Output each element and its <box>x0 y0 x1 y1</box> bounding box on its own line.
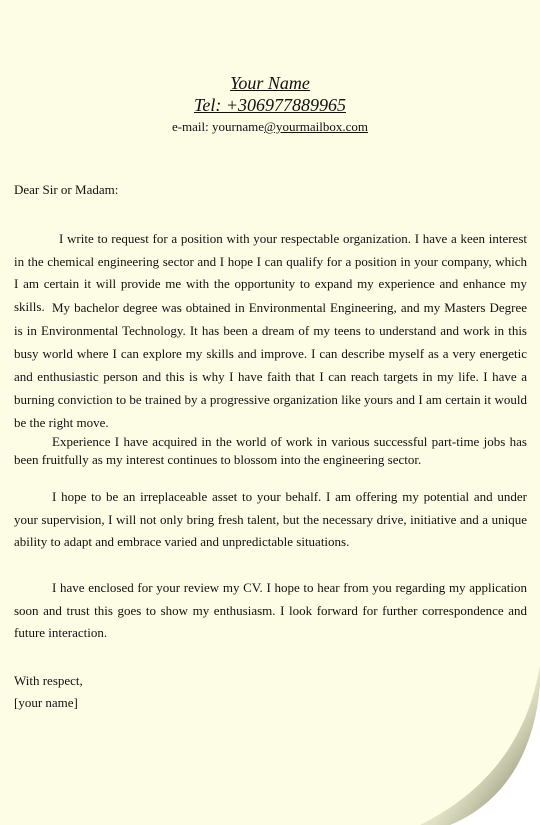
salutation: Dear Sir or Madam: <box>14 182 119 197</box>
closing-block <box>14 670 527 714</box>
letter-header <box>0 72 540 137</box>
sender-phone: Tel: +306977889965 <box>194 95 346 115</box>
email-prefix: e-mail: yourname <box>171 119 264 134</box>
paragraph-3: Experience I have acquired in the world of work in various successful part-time jobs has been fruitfully as my interest continues to blossom into the engineering sector. <box>14 434 527 467</box>
sender-name: Your Name <box>230 73 310 93</box>
paragraph-1: I write to request for a position with your respectable organization. I have a keen interest in the chemical engineering sector and I hope I can qualify for a position in your company, which I am certain it will provide me with the opportunity to expand my experience and enhance my skills. <box>14 231 527 314</box>
paragraph-4: I hope to be an irreplaceable asset to your behalf. I am offering my potential and under your supervision, I will not only bring fresh talent, but the necessary drive, initiative and a unique ability to adapt and embrace varied and unpredictable situations. <box>14 489 527 549</box>
closing-phrase: With respect, <box>14 673 83 688</box>
signature: [your name] <box>14 695 78 710</box>
paragraph-2: My bachelor degree was obtained in Environmental Engineering, and my Masters Degree is in Environmental Technology. It has been a dream of my teens to understand and work in this busy world where I can explore my skills and improve. I can describe myself as a very energetic and enthusiastic person and this is why I have faith that I can reach targets in my life. I have a burning conviction to be trained by a progressive organization like yours and I am certain it would be the right move. <box>14 300 527 430</box>
sender-email <box>0 117 540 137</box>
paragraph-5: I have enclosed for your review my CV. I hope to hear from you regarding my application soon and trust this goes to show my enthusiasm. I look forward for further correspondence and future interaction. <box>14 580 527 640</box>
email-domain-link[interactable]: @yourmailbox.com <box>264 119 369 134</box>
